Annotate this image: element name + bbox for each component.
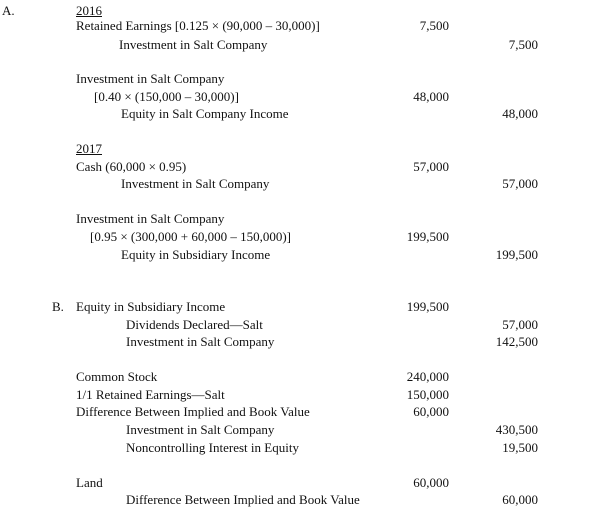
entry-credit: 7,500 bbox=[508, 37, 538, 52]
entry-debit: 240,000 bbox=[406, 369, 449, 384]
entry-account: Investment in Salt Company bbox=[121, 176, 270, 191]
part-a-label: A. bbox=[2, 3, 15, 18]
entry-account: 1/1 Retained Earnings—Salt bbox=[76, 387, 225, 402]
entry-account: Land bbox=[76, 475, 103, 490]
entry-debit: 150,000 bbox=[406, 387, 449, 402]
entry-debit: 60,000 bbox=[413, 475, 449, 490]
entry-account: Investment in Salt Company bbox=[76, 71, 225, 86]
entry-account: Retained Earnings [0.125 × (90,000 – 30,000)] bbox=[76, 18, 320, 33]
entry-account: Equity in Subsidiary Income bbox=[121, 247, 271, 262]
entry-credit: 48,000 bbox=[502, 106, 538, 121]
entry-account: Noncontrolling Interest in Equity bbox=[126, 440, 299, 455]
entry-credit: 199,500 bbox=[495, 247, 538, 262]
entry-account: Equity in Salt Company Income bbox=[121, 106, 289, 121]
entry-account: Difference Between Implied and Book Value bbox=[76, 404, 310, 419]
entry-account: Equity in Subsidiary Income bbox=[76, 299, 226, 314]
entry-credit: 57,000 bbox=[502, 176, 538, 191]
entry-debit: 57,000 bbox=[413, 159, 449, 174]
part-b-label: B. bbox=[52, 299, 64, 314]
entry-account: Common Stock bbox=[76, 369, 158, 384]
entry-account: Difference Between Implied and Book Value bbox=[126, 492, 360, 507]
entry-debit: 199,500 bbox=[406, 229, 449, 244]
entry-credit: 430,500 bbox=[495, 422, 538, 437]
entry-credit: 60,000 bbox=[502, 492, 538, 507]
entry-account: Investment in Salt Company bbox=[126, 334, 275, 349]
entry-account: Investment in Salt Company bbox=[76, 211, 225, 226]
entry-account: Investment in Salt Company bbox=[119, 37, 268, 52]
entry-credit: 142,500 bbox=[495, 334, 538, 349]
entry-account: [0.95 × (300,000 + 60,000 – 150,000)] bbox=[90, 229, 291, 244]
year-heading-2016: 2016 bbox=[76, 3, 102, 18]
entry-debit: 48,000 bbox=[413, 89, 449, 104]
year-heading-2017: 2017 bbox=[76, 141, 102, 156]
entry-debit: 60,000 bbox=[413, 404, 449, 419]
entry-account: Investment in Salt Company bbox=[126, 422, 275, 437]
entry-credit: 57,000 bbox=[502, 317, 538, 332]
entry-debit: 7,500 bbox=[419, 18, 449, 33]
entry-account: Dividends Declared—Salt bbox=[126, 317, 263, 332]
entry-account: [0.40 × (150,000 – 30,000)] bbox=[94, 89, 239, 104]
entry-credit: 19,500 bbox=[502, 440, 538, 455]
entry-account: Cash (60,000 × 0.95) bbox=[76, 159, 187, 174]
entry-debit: 199,500 bbox=[406, 299, 449, 314]
